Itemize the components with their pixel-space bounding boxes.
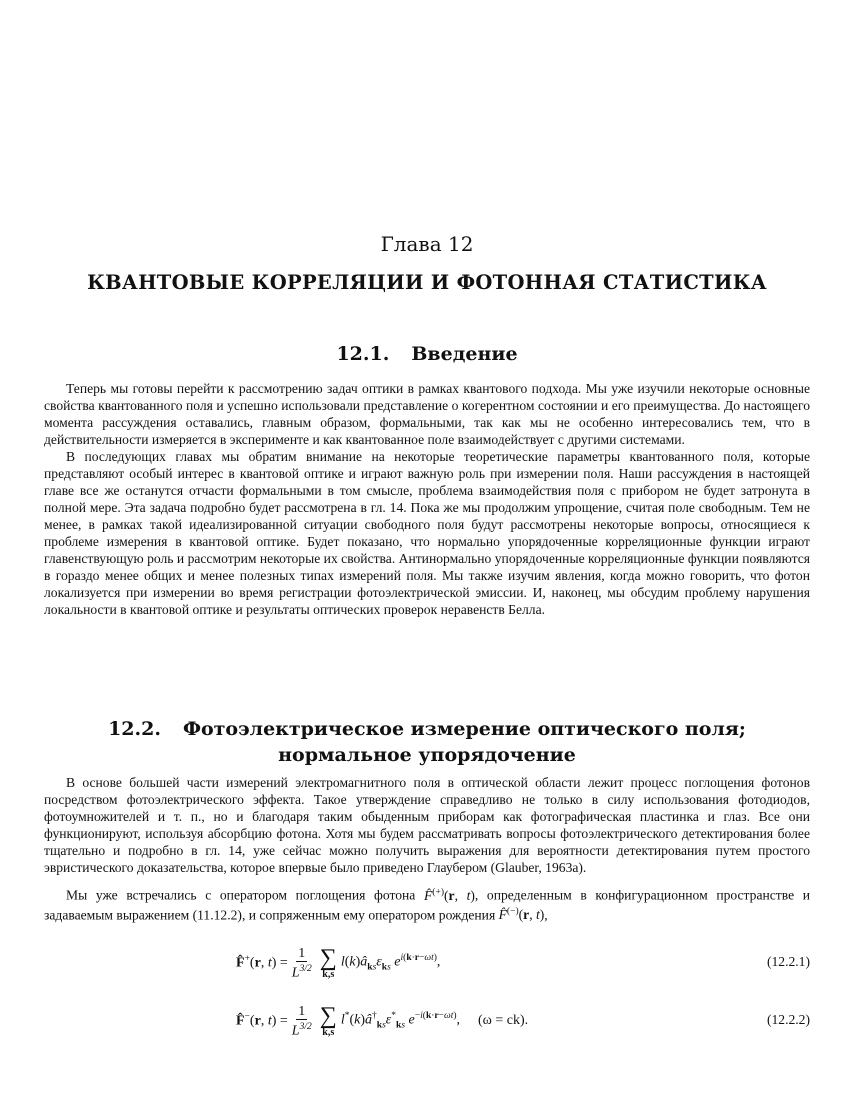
- section-number: 12.2.: [108, 718, 161, 740]
- equation-number: (12.2.1): [766, 954, 810, 969]
- equation-12-2-1: [44, 940, 810, 986]
- chapter-label: Глава 12: [380, 232, 474, 256]
- inline-math: F̂(+)(r, t): [423, 887, 475, 903]
- section-body-intro: [44, 380, 810, 618]
- section-title: Введение: [411, 343, 518, 365]
- equation-12-2-2: [44, 998, 810, 1044]
- paragraph: В последующих главах мы обратим внимание на некоторые теоретические параметры квантованного поля, которые представляют особый интерес в квантовой оптике и играют важную роль при измерении поля. Наши рассуждения в настоящей главе все же останутся отчасти формальными в том смысле, проблема взаимодействия поля с прибором не будет затронута в полной мере. Эта задача подробно будет рассмотрена в гл. 14. Пока же мы продолжим упрощение, считая поле свободным. Тем не менее, в рамках такой идеализированной ситуации свободного поля будут рассмотрены некоторые вопросы, относящиеся к проблеме измерения в квантовой оптике. Будет показано, что нормально упорядоченные корреляционные функции играют главенствующую роль и рассмотрим некоторые их свойства. Антинормально упорядоченные корреляционные функции появляются в гораздо менее общих и менее полезных типах измерений поля. Мы также изучим явления, когда можно говорить, что фотон локализуется при измерении во время регистрации фотоэлектрической эмиссии. И, наконец, мы обсудим проблему нарушения локальности в квантовой оптике и результаты оптических проверок неравенств Белла.: [44, 449, 810, 617]
- section-body-photoelectric: [44, 774, 810, 923]
- equation-condition: (ω = ck).: [478, 1013, 529, 1028]
- section-heading-intro: [44, 343, 810, 365]
- paragraph: В основе большей части измерений электромагнитного поля в оптической области лежит процесс поглощения фотонов посредством фотоэлектрического эффекта. Такое утверждение справедливо не только в силу использования фотодиодов, фотоумножителей и т. п., но и благодаря таким обыденным приборам как фотографическая пластинка и глаз. Все они функционируют, используя абсорбцию фотона. Хотя мы будем рассматривать вопросы фотоэлектрического детектирования более тщательно и подробно в гл. 14, уже сейчас можно получить выражения для вероятности детектирования путем простого эвристического доказательства, которое впервые было приведено Глаубером (Glauber, 1963a).: [44, 775, 810, 875]
- document-page: [44, 0, 810, 1100]
- chapter-title: КВАНТОВЫЕ КОРРЕЛЯЦИИ И ФОТОННАЯ СТАТИСТИКА: [87, 271, 767, 294]
- section-heading-photoelectric: [44, 716, 810, 768]
- paragraph: Мы уже встречались с оператором поглощения фотона F̂(+)(r, t), определенным в конфигурационном пространстве и задаваемым выражением (11.12.2), и сопряженным ему оператором рождения F̂(−)(r, t),: [44, 887, 811, 923]
- equation-number: (12.2.2): [766, 1012, 810, 1027]
- equation-formula: F̂+(r, t) = $\frac{1}{L^{3/2}}$ ∑ k,s $l(k)â_{ks}\varepsilon_{ks}$ $e^{i(k\cdot r-\omega t)}$,: [236, 945, 441, 981]
- section-title-line2: нормальное упорядочение: [278, 744, 576, 766]
- equation-formula: F̂−(r, t) = $\frac{1}{L^{3/2}}$ ∑ k,s $l^*(k)â^\dagger_{ks}\varepsilon^*_{ks}$ $e^{-i(k\cdot r-\omega t)}$, (ω = ck).: [236, 1003, 529, 1039]
- section-number: 12.1.: [336, 343, 390, 365]
- section-title-line1: Фотоэлектрическое измерение оптического поля;: [182, 718, 746, 740]
- inline-math: F̂(−)(r, t): [498, 906, 545, 923]
- paragraph: Теперь мы готовы перейти к рассмотрению задач оптики в рамках квантового подхода. Мы уже изучили некоторые основные свойства квантованного поля и успешно использовали представление о когерентном состоянии и его преимущества. До настоящего момента рассуждения оставались, главным образом, формальными, так как мы не особенно интересовались тем, что в действительности измеряется в эксперименте и как квантованное поле взаимодействует с другими системами.: [44, 381, 810, 447]
